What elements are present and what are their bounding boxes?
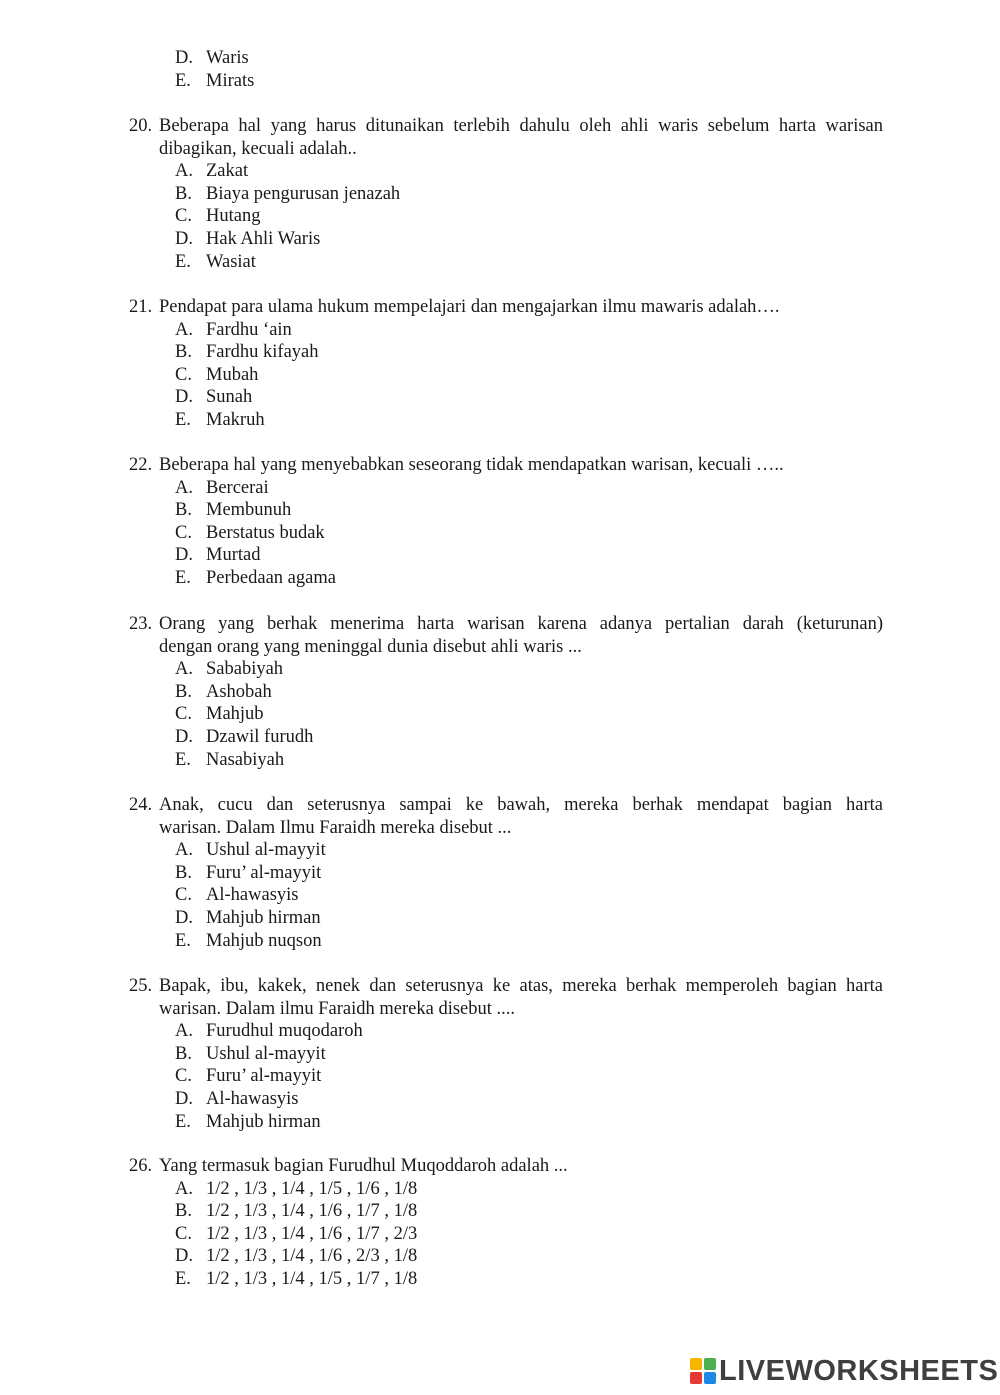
option-letter: A. <box>175 659 193 680</box>
question-line <box>0 636 1000 659</box>
option-letter: E. <box>175 70 191 91</box>
answer-option <box>0 1065 1000 1088</box>
option-letter: E. <box>175 568 191 588</box>
answer-option <box>0 386 1000 409</box>
question-line <box>0 613 1000 636</box>
option-letter: D. <box>175 727 193 747</box>
answer-option <box>0 47 1000 70</box>
question-number: 24. <box>129 795 153 815</box>
question-number: 26. <box>129 1156 153 1176</box>
option-letter: C. <box>175 1223 192 1244</box>
question-line <box>0 975 1000 998</box>
question-text: Orang yang berhak menerima harta warisan karena adanya pertalian darah (keturunan) <box>159 614 883 634</box>
option-text: Sunah <box>206 387 253 408</box>
option-letter: E. <box>175 251 191 272</box>
option-text: Furu’ al-mayyit <box>206 862 322 883</box>
option-text: Fardhu ‘ain <box>206 319 292 340</box>
answer-option <box>0 544 1000 567</box>
option-letter: E. <box>175 1111 191 1132</box>
question-text: Yang termasuk bagian Furudhul Muqoddaroh adalah ... <box>159 1156 568 1176</box>
option-letter: B. <box>175 681 192 702</box>
option-letter: D. <box>175 229 193 249</box>
answer-option <box>0 930 1000 953</box>
answer-option <box>0 183 1000 206</box>
answer-option <box>0 341 1000 364</box>
logo-square-1 <box>690 1358 702 1370</box>
option-letter: C. <box>175 885 192 906</box>
option-letter: B. <box>175 183 192 204</box>
question-line <box>0 296 1000 319</box>
option-text: Mahjub nuqson <box>206 930 322 951</box>
question-line <box>0 454 1000 477</box>
option-text: Perbedaan agama <box>206 568 336 588</box>
option-text: Al-hawasyis <box>206 885 299 906</box>
option-letter: D. <box>175 908 193 928</box>
logo-square-2 <box>704 1358 716 1370</box>
option-letter: D. <box>175 545 193 566</box>
question-line <box>0 115 1000 138</box>
option-letter: B. <box>175 342 192 363</box>
answer-option <box>0 726 1000 749</box>
answer-option <box>0 1245 1000 1268</box>
answer-option <box>0 749 1000 772</box>
logo-square-3 <box>690 1372 702 1384</box>
answer-option <box>0 1268 1000 1291</box>
question-text: dibagikan, kecuali adalah.. <box>159 138 357 159</box>
option-text: 1/2 , 1/3 , 1/4 , 1/6 , 1/7 , 2/3 <box>206 1223 418 1244</box>
question-text: Pendapat para ulama hukum mempelajari dan mengajarkan ilmu mawaris adalah…. <box>159 297 780 317</box>
question-text: Beberapa hal yang harus ditunaikan terlebih dahulu oleh ahli waris sebelum harta warisan <box>159 116 883 136</box>
answer-option <box>0 251 1000 274</box>
option-text: Mahjub hirman <box>206 1111 321 1132</box>
option-text: 1/2 , 1/3 , 1/4 , 1/5 , 1/6 , 1/8 <box>206 1178 418 1199</box>
option-text: Dzawil furudh <box>206 727 314 747</box>
question-line <box>0 138 1000 161</box>
option-text: Hutang <box>206 206 261 227</box>
option-text: 1/2 , 1/3 , 1/4 , 1/6 , 2/3 , 1/8 <box>206 1246 418 1267</box>
option-text: Membunuh <box>206 500 292 521</box>
answer-option <box>0 228 1000 251</box>
option-text: Mubah <box>206 364 259 385</box>
option-text: Mahjub hirman <box>206 908 321 928</box>
option-text: Zakat <box>206 161 249 182</box>
option-text: Biaya pengurusan jenazah <box>206 183 401 204</box>
answer-option <box>0 70 1000 93</box>
question-line <box>0 1155 1000 1178</box>
answer-option <box>0 477 1000 500</box>
answer-option <box>0 522 1000 545</box>
question-text: warisan. Dalam ilmu Faraidh mereka disebut .... <box>159 998 516 1019</box>
option-text: Ushul al-mayyit <box>206 840 326 861</box>
answer-option <box>0 409 1000 432</box>
option-letter: B. <box>175 1201 192 1222</box>
question-number: 20. <box>129 116 153 136</box>
question-text: dengan orang yang meninggal dunia disebut ahli waris ... <box>159 636 582 657</box>
question-text: Anak, cucu dan seterusnya sampai ke bawah, mereka berhak mendapat bagian harta <box>159 795 883 815</box>
option-letter: D. <box>175 1246 193 1267</box>
option-letter: C. <box>175 1066 192 1087</box>
option-letter: C. <box>175 364 192 385</box>
question-number: 25. <box>129 976 153 996</box>
answer-option <box>0 1200 1000 1223</box>
option-text: Al-hawasyis <box>206 1089 299 1109</box>
option-letter: B. <box>175 862 192 883</box>
question-number: 23. <box>129 614 153 634</box>
answer-option <box>0 1178 1000 1201</box>
answer-option <box>0 1223 1000 1246</box>
option-letter: E. <box>175 410 191 430</box>
option-text: Berstatus budak <box>206 522 325 543</box>
question-text: warisan. Dalam Ilmu Faraidh mereka disebut ... <box>159 817 512 838</box>
option-letter: A. <box>175 1178 193 1199</box>
answer-option <box>0 839 1000 862</box>
option-text: Ushul al-mayyit <box>206 1043 326 1064</box>
option-text: Furudhul muqodaroh <box>206 1021 363 1042</box>
option-text: Furu’ al-mayyit <box>206 1066 322 1087</box>
answer-option <box>0 907 1000 930</box>
answer-option <box>0 160 1000 183</box>
option-text: Bercerai <box>206 477 269 498</box>
question-text: Bapak, ibu, kakek, nenek dan seterusnya ke atas, mereka berhak memperoleh bagian harta <box>159 976 883 996</box>
option-letter: A. <box>175 840 193 861</box>
option-text: Waris <box>206 48 249 68</box>
answer-option <box>0 1043 1000 1066</box>
answer-option <box>0 1111 1000 1134</box>
option-letter: C. <box>175 704 192 725</box>
option-letter: C. <box>175 206 192 227</box>
question-line <box>0 817 1000 840</box>
option-letter: A. <box>175 1021 193 1042</box>
answer-option <box>0 499 1000 522</box>
option-letter: E. <box>175 1269 191 1289</box>
option-letter: C. <box>175 522 192 543</box>
option-text: Hak Ahli Waris <box>206 229 321 249</box>
option-letter: B. <box>175 1043 192 1064</box>
option-text: Murtad <box>206 545 261 566</box>
liveworksheets-logo <box>690 1354 998 1388</box>
liveworksheets-logo-icon <box>690 1358 716 1384</box>
option-letter: A. <box>175 477 193 498</box>
question-line <box>0 998 1000 1021</box>
option-text: Makruh <box>206 410 265 430</box>
answer-option <box>0 319 1000 342</box>
option-text: Wasiat <box>206 251 256 272</box>
logo-text: LIVEWORKSHEETS <box>719 1354 999 1387</box>
option-letter: D. <box>175 387 193 408</box>
option-letter: D. <box>175 1089 193 1109</box>
answer-option <box>0 703 1000 726</box>
answer-option <box>0 658 1000 681</box>
option-text: Mirats <box>206 70 255 91</box>
option-text: Mahjub <box>206 704 264 725</box>
option-text: Nasabiyah <box>206 749 285 770</box>
answer-option <box>0 862 1000 885</box>
option-letter: A. <box>175 319 193 340</box>
answer-option <box>0 364 1000 387</box>
option-letter: D. <box>175 48 193 68</box>
option-text: 1/2 , 1/3 , 1/4 , 1/6 , 1/7 , 1/8 <box>206 1201 418 1222</box>
answer-option <box>0 681 1000 704</box>
question-line <box>0 794 1000 817</box>
logo-square-4 <box>704 1372 716 1384</box>
answer-option <box>0 1020 1000 1043</box>
question-number: 22. <box>129 455 153 475</box>
option-text: Ashobah <box>206 681 272 702</box>
answer-option <box>0 884 1000 907</box>
option-text: 1/2 , 1/3 , 1/4 , 1/5 , 1/7 , 1/8 <box>206 1269 418 1289</box>
option-text: Fardhu kifayah <box>206 342 319 363</box>
answer-option <box>0 567 1000 590</box>
option-text: Sababiyah <box>206 659 284 680</box>
answer-option <box>0 1088 1000 1111</box>
option-letter: E. <box>175 930 191 951</box>
question-number: 21. <box>129 297 153 317</box>
option-letter: B. <box>175 500 192 521</box>
option-letter: A. <box>175 161 193 182</box>
question-text: Beberapa hal yang menyebabkan seseorang tidak mendapatkan warisan, kecuali ….. <box>159 455 784 475</box>
answer-option <box>0 205 1000 228</box>
option-letter: E. <box>175 749 191 770</box>
